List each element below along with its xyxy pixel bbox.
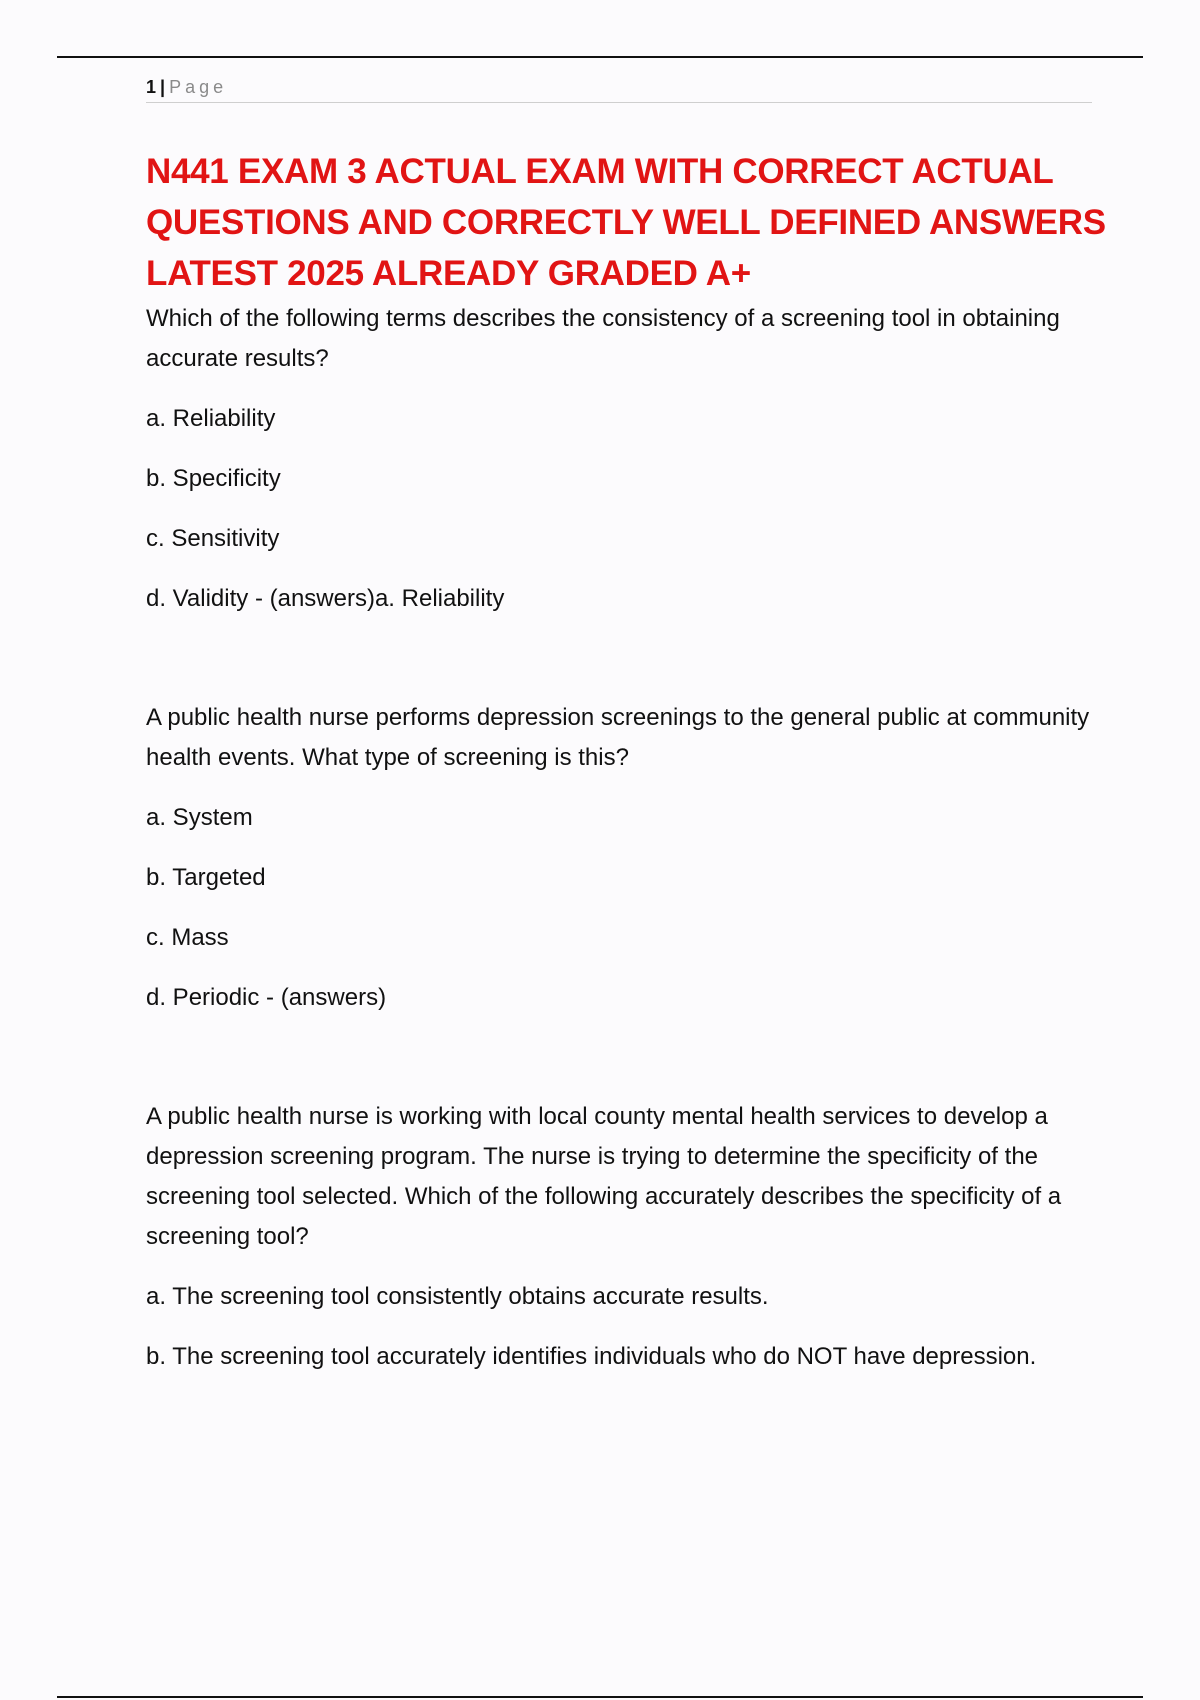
document-body <box>146 146 1106 1377</box>
question-2 <box>146 698 1106 1018</box>
question-text: A public health nurse is working with local county mental health services to develop a depression screening program. The nurse is trying to determine the specificity of the screening tool selected. Which of the following accurately describes the specificity of a screening tool? <box>146 1103 1062 1250</box>
answer-option: b. Targeted <box>146 864 266 891</box>
question-1 <box>146 299 1106 619</box>
page-number: 1 <box>146 77 157 97</box>
question-3 <box>146 1097 1106 1377</box>
answer-option: d. Validity - (answers)a. Reliability <box>146 585 505 612</box>
answer-option: c. Sensitivity <box>146 525 280 552</box>
answer-option: a. System <box>146 804 253 831</box>
question-text: A public health nurse performs depression screenings to the general public at community health events. What type of screening is this? <box>146 704 1090 771</box>
page-word: Page <box>169 77 228 97</box>
answer-option: a. The screening tool consistently obtains accurate results. <box>146 1283 769 1310</box>
bottom-rule <box>57 1696 1143 1698</box>
answer-option: d. Periodic - (answers) <box>146 984 387 1011</box>
top-rule <box>57 56 1143 58</box>
answer-option: b. Specificity <box>146 465 281 492</box>
answer-option: a. Reliability <box>146 405 276 432</box>
document-title: N441 EXAM 3 ACTUAL EXAM WITH CORRECT ACTUAL QUESTIONS AND CORRECTLY WELL DEFINED ANSWERS LATEST 2025 ALREADY GRADED A+ <box>146 152 1106 293</box>
page-separator: | <box>160 77 166 97</box>
answer-option: c. Mass <box>146 924 229 951</box>
question-text: Which of the following terms describes the consistency of a screening tool in obtaining accurate results? <box>146 305 1060 372</box>
page-header <box>146 72 1092 103</box>
answer-option: b. The screening tool accurately identifies individuals who do NOT have depression. <box>146 1343 1037 1370</box>
